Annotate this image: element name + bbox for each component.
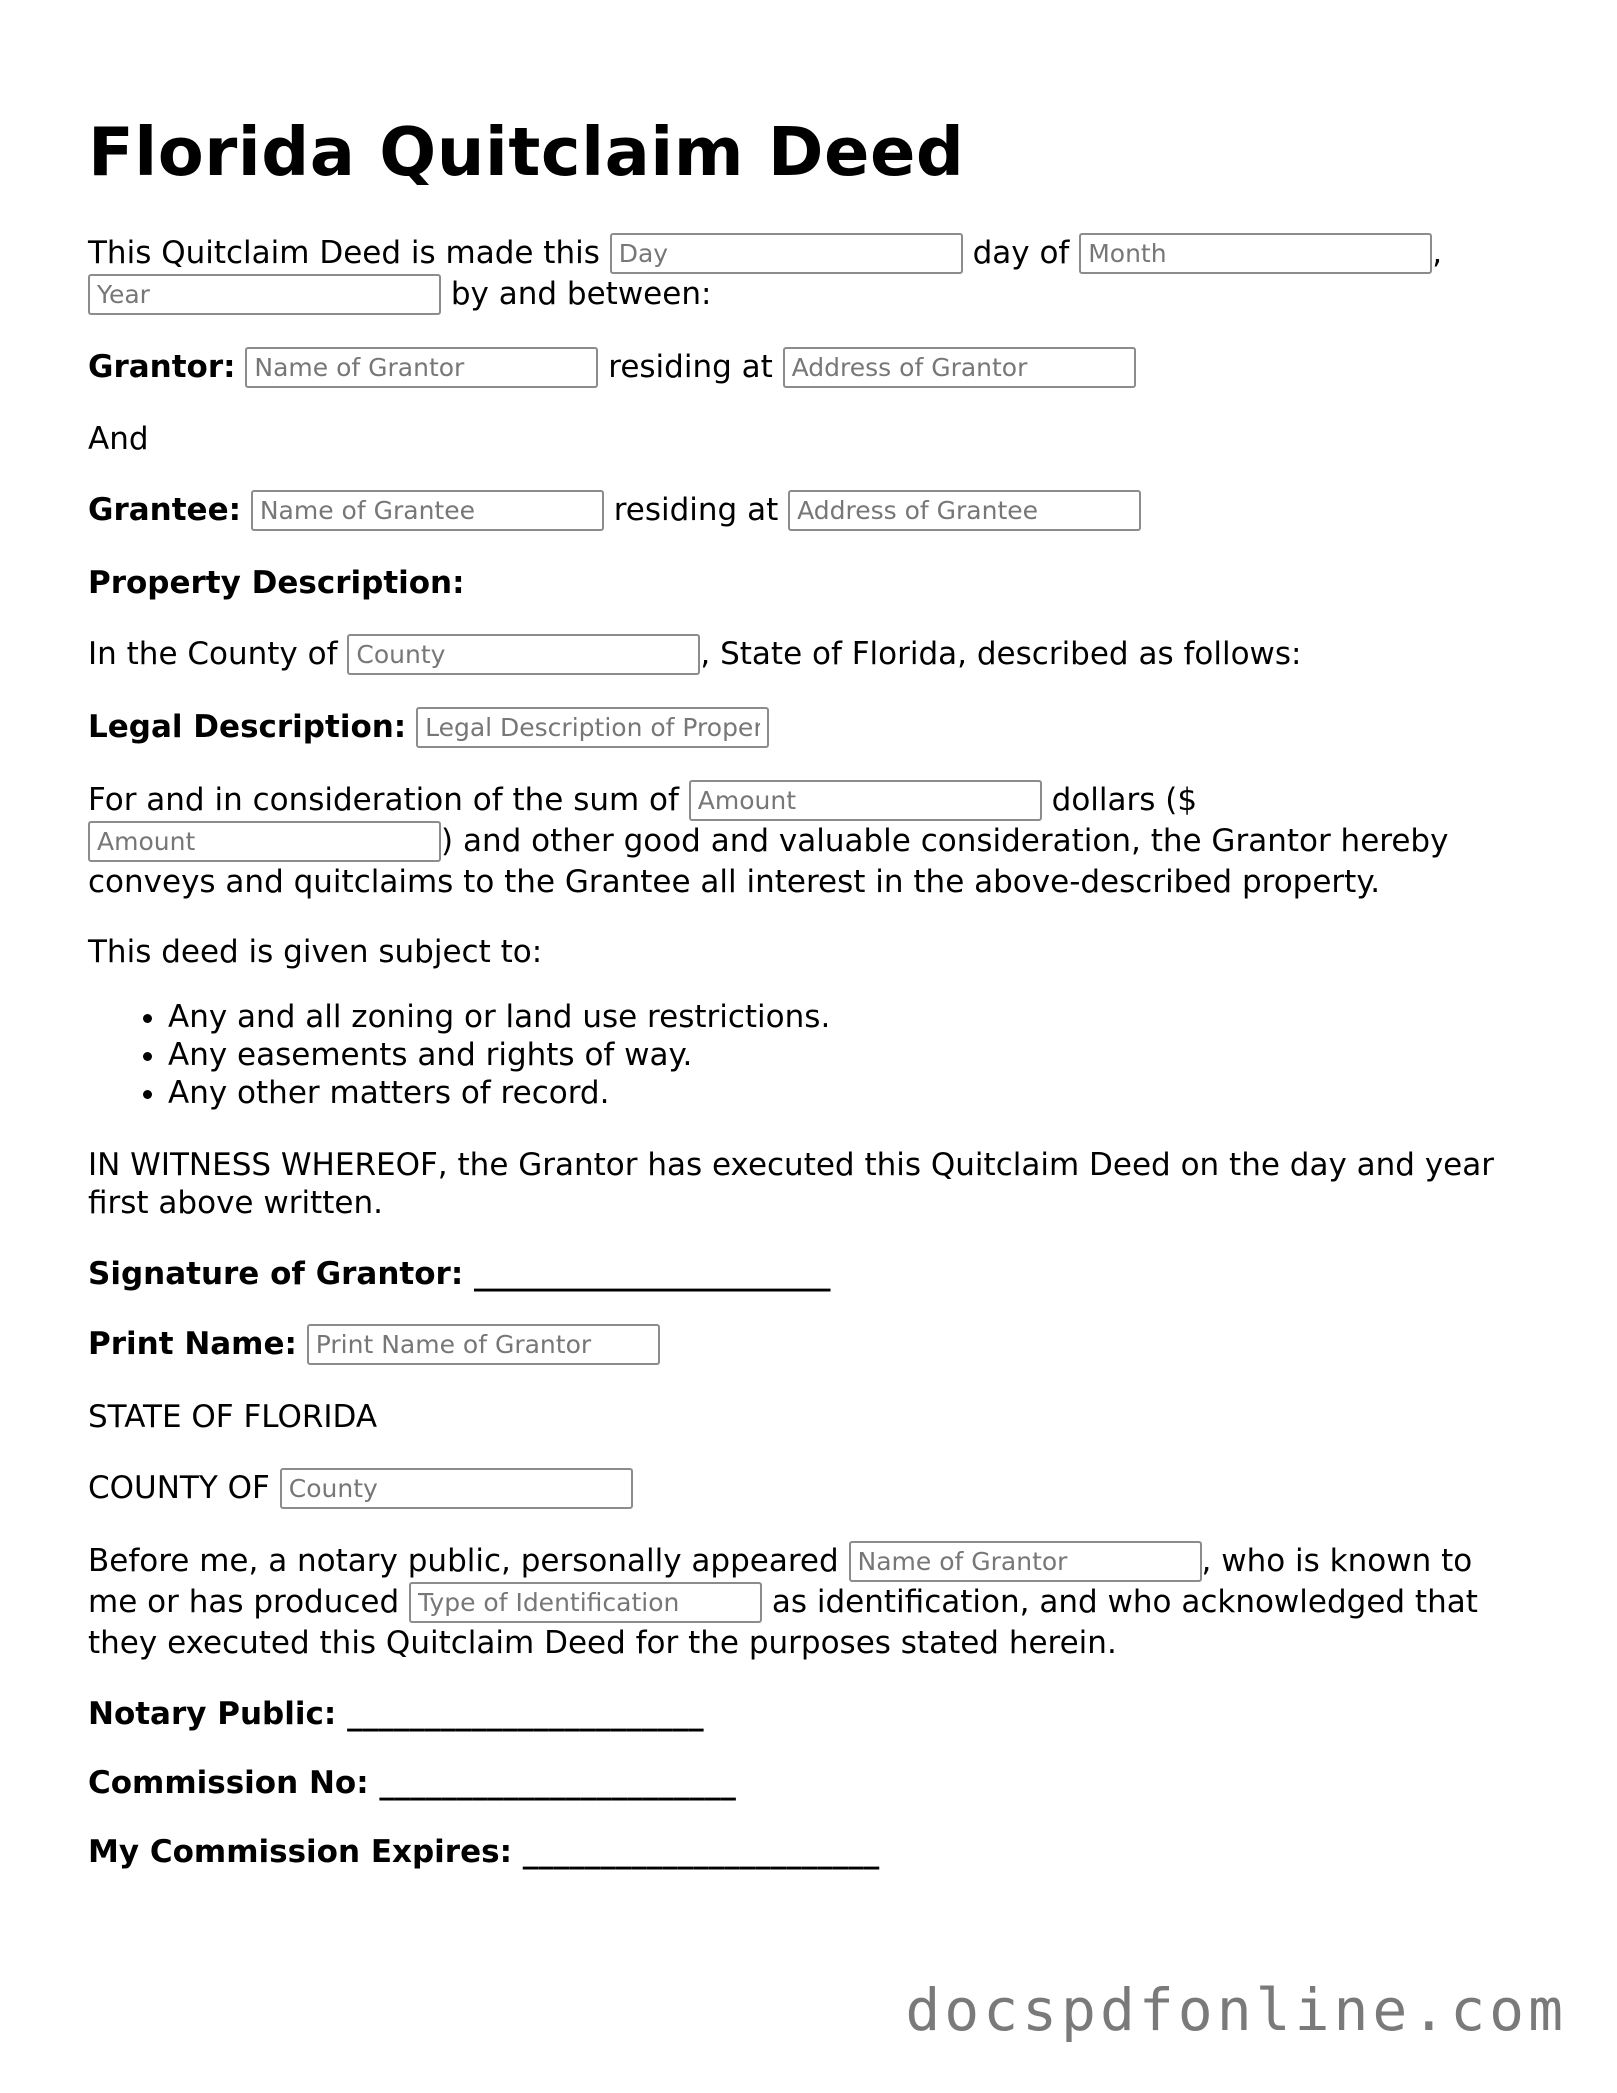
day-input[interactable]: [610, 233, 963, 274]
grantor-name-input[interactable]: [245, 347, 598, 388]
legal-description-label: Legal Description:: [88, 709, 407, 745]
notary-line-1: [88, 1541, 1472, 1582]
intro-line-1: [88, 233, 1442, 274]
before-me-text: Before me, a notary public, personally appeared: [88, 1543, 839, 1579]
subject-intro: This deed is given subject to:: [88, 934, 543, 970]
signature-line: [88, 1254, 831, 1295]
subject-list: [88, 998, 830, 1112]
notary-public-blank: _______________________: [347, 1696, 704, 1732]
county-of-label: COUNTY OF: [88, 1470, 270, 1506]
intro-day-of: day of: [972, 235, 1070, 271]
witness-paragraph: [88, 1146, 1494, 1222]
intro-comma: ,: [1432, 235, 1443, 271]
me-or-produced-text: me or has produced: [88, 1584, 400, 1620]
grantee-residing-at: residing at: [613, 492, 779, 528]
notary-county-input[interactable]: [280, 1468, 633, 1509]
signature-blank: _______________________: [474, 1256, 831, 1292]
known-to-text: , who is known to: [1201, 1543, 1473, 1579]
grantee-label: Grantee:: [88, 492, 241, 528]
consideration-prefix: For and in consideration of the sum of: [88, 782, 679, 818]
property-county-input[interactable]: [347, 634, 700, 675]
county-suffix: , State of Florida, described as follows:: [700, 636, 1302, 672]
amount-number-input[interactable]: [88, 821, 441, 862]
intro-line-2: [88, 274, 711, 315]
print-name-label: Print Name:: [88, 1326, 297, 1362]
consideration-dollars: dollars ($: [1051, 782, 1198, 818]
consideration-line-2: [88, 821, 1448, 862]
and-text: And: [88, 421, 149, 457]
list-item: • Any other matters of record.: [168, 1074, 830, 1112]
list-item: • Any and all zoning or land use restrictions.: [168, 998, 830, 1036]
page-title: Florida Quitclaim Deed: [88, 113, 965, 191]
month-input[interactable]: [1079, 233, 1432, 274]
witness-line-2: first above written.: [88, 1185, 383, 1221]
commission-no-label: Commission No:: [88, 1765, 369, 1801]
grantor-label: Grantor:: [88, 349, 236, 385]
as-identification-text: as identification, and who acknowledged that: [771, 1584, 1478, 1620]
watermark-text: docspdfonline.com: [905, 1976, 1567, 2044]
consideration-line-3: conveys and quitclaims to the Grantee all interest in the above-described property.: [88, 864, 1381, 900]
legal-description-input[interactable]: [416, 707, 769, 748]
identification-type-input[interactable]: [409, 1582, 762, 1623]
intro-made-this: This Quitclaim Deed is made this: [88, 235, 600, 271]
county-of-line: [88, 1468, 633, 1509]
print-name-line: [88, 1324, 660, 1365]
witness-line-1: IN WITNESS WHEREOF, the Grantor has executed this Quitclaim Deed on the day and year: [88, 1147, 1494, 1183]
signature-label: Signature of Grantor:: [88, 1256, 464, 1292]
intro-by-and-between: by and between:: [450, 276, 712, 312]
amount-words-input[interactable]: [689, 780, 1042, 821]
property-description-heading: Property Description:: [88, 565, 465, 601]
consideration-line-1: [88, 780, 1197, 821]
commission-expires-label: My Commission Expires:: [88, 1834, 512, 1870]
grantee-address-input[interactable]: [788, 490, 1141, 531]
legal-description-line: [88, 707, 769, 748]
notary-line-3: they executed this Quitclaim Deed for the purposes stated herein.: [88, 1625, 1117, 1661]
list-item: • Any easements and rights of way.: [168, 1036, 830, 1074]
grantor-line: [88, 347, 1136, 388]
commission-no-line: [88, 1763, 736, 1804]
commission-no-blank: _______________________: [379, 1765, 736, 1801]
grantee-name-input[interactable]: [251, 490, 604, 531]
grantor-residing-at: residing at: [608, 349, 773, 385]
consideration-suffix-1: ) and other good and valuable consideration, the Grantor hereby: [441, 823, 1449, 859]
notary-public-label: Notary Public:: [88, 1696, 337, 1732]
grantor-address-input[interactable]: [783, 347, 1136, 388]
state-of-florida: STATE OF FLORIDA: [88, 1399, 378, 1435]
grantee-line: [88, 490, 1141, 531]
notary-line-2: [88, 1582, 1478, 1623]
commission-expires-blank: _______________________: [522, 1834, 880, 1870]
commission-expires-line: [88, 1832, 879, 1873]
notary-grantor-name-input[interactable]: [849, 1541, 1202, 1582]
year-input[interactable]: [88, 274, 441, 315]
county-prefix: In the County of: [88, 636, 338, 672]
print-name-input[interactable]: [307, 1324, 660, 1365]
notary-public-line: [88, 1694, 704, 1735]
county-line: [88, 634, 1301, 675]
